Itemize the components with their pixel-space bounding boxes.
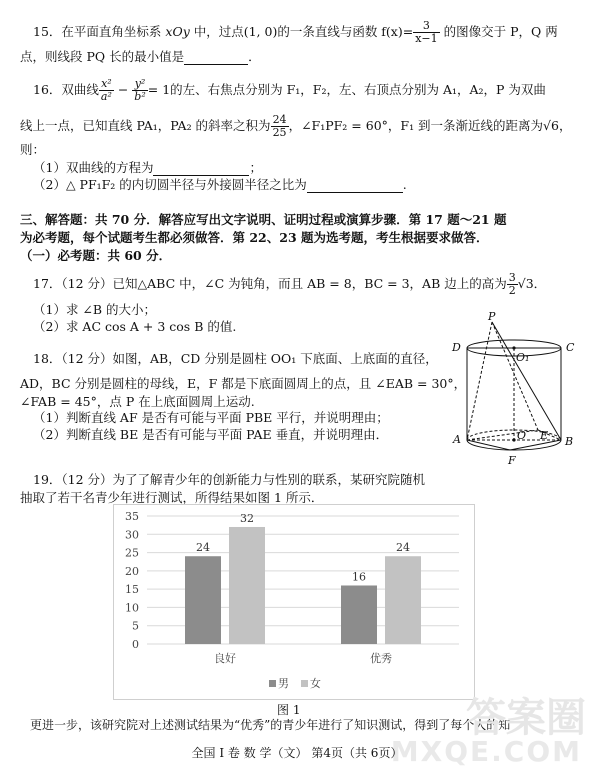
y-tick-label: 35 [125,510,139,523]
bar-value-label: 32 [240,511,254,525]
bar [185,556,221,644]
q16-frac-x [99,78,114,103]
q16-frac-y [132,78,147,103]
label-F: F [508,454,516,467]
x-category-label: 优秀 [370,652,392,665]
y-tick-label: 10 [125,601,139,615]
q15-var: xOy [165,24,190,39]
q16-a2: a² [100,90,112,103]
q18-line3: ∠FAB = 45°，点 P 在上底面圆周上运动. [20,394,255,409]
q16-line2 [20,114,571,139]
q17-sub2: （2）求 AC cos A + 3 cos B 的值. [33,319,237,334]
q16-sub2 [33,176,407,193]
q15-text-e: ． [248,49,261,64]
q17-frac-h [507,272,518,297]
q17-sub1: （1）求 ∠B 的大小； [33,302,157,317]
point-O1 [512,346,515,349]
q16-answer-blank-2[interactable] [307,176,403,193]
q18-line1: 18．（12 分）如图，AB，CD 分别是圆柱 OO₁ 下底面、上底面的直径， [33,351,438,366]
q18-sub1: （1）判断直线 AF 是否有可能与平面 PBE 平行，并说明理由； [33,410,389,425]
q16-sub1-text: （1）双曲线的方程为 [33,160,154,175]
q16-y2: y² [132,78,147,91]
q15-fraction [413,20,439,45]
q16-line3: 则： [20,142,46,157]
label-O1: O₁ [516,351,530,364]
q16-text-a: 16．双曲线 [33,82,99,97]
q15-answer-blank[interactable] [184,48,248,65]
q17-h-num: 3 [508,271,516,284]
q16-sub2-end: . [402,177,407,192]
segment-PA [467,322,492,440]
q15-line2 [20,48,261,65]
bar-value-label: 16 [352,570,366,584]
legend-swatch [301,680,308,687]
y-tick-label: 15 [125,583,139,597]
q16-frac-k [271,114,289,139]
bar-value-label: 24 [196,541,210,555]
label-O: O [517,429,527,442]
q16-line1: 16．双曲线 $\frac{\text{x²}}{\text{a²}}$ − $\frac{\text{y²}}{\text{b²}}$ = 1的左、右焦点分别为 F₁，F₂，左、右顶点分别为 A₁，A₂，P 为双曲 [33,77,546,103]
segment-PB [492,322,561,440]
section3-heading-line1: 三、解答题：共 70 分．解答应写出文字说明、证明过程或演算步骤．第 17 题～21 题 [20,212,507,227]
q15-text-b: 中，过点(1, 0)的一条直线与函数 f(x)= [189,24,414,39]
q16-sub2-text: （2）△ PF₁F₂ 的内切圆半径与外接圆半径之比为 [33,177,307,192]
watermark-url: MXQE.COM [390,735,582,768]
label-D: D [452,341,461,354]
page-footer: 全国 I 卷 数 学（文） 第4页（共 6页） [191,746,403,760]
bar-value-label: 24 [396,541,410,555]
q16-x2: x² [99,78,114,91]
q16-k-num: 24 [272,113,287,126]
legend-label: 男 [278,677,289,690]
figure-caption: 图 1 [277,703,301,717]
label-P: P [488,312,496,323]
legend-label: 女 [310,677,321,690]
q16-text-d: ，∠F₁PF₂ = 60°，F₁ 到一条渐近线的距离为√6， [288,118,572,133]
q15-text-a: 15．在平面直角坐标系 [33,24,166,39]
q16-sub1-end: ； [249,160,262,175]
bar [341,585,377,644]
section3-heading-line3: （一）必考题：共 60 分． [20,248,172,263]
section3-heading-line2: 为必考题，每个试题考生都必须做答．第 22、23 题为选考题，考生根据要求做答． [20,230,489,245]
q17-line1 [33,272,546,297]
y-tick-label: 0 [132,638,139,651]
x-category-label: 良好 [214,652,236,665]
q16-b2: b² [134,90,146,103]
y-tick-label: 5 [132,619,139,633]
q16-text-b: = 1的左、右焦点分别为 F₁，F₂，左、右顶点分别为 A₁，A₂，P 为双曲 [147,82,546,97]
q15-frac-den: x−1 [415,32,438,45]
q16-text-c: 线上一点，已知直线 PA₁，PA₂ 的斜率之积为 [20,118,271,133]
q15-line1 [33,20,558,45]
y-tick-label: 25 [125,546,139,560]
bar [229,527,265,644]
q15-text-c: 的图像交于 P，Q 两 [439,24,558,39]
legend-swatch [269,680,276,687]
y-tick-label: 30 [125,528,139,542]
label-E: E [540,429,549,442]
point-O [512,438,515,441]
q19-line2: 抽取了若干名青少年进行测试，所得结果如图 1 所示． [20,490,324,505]
q17-text-b: √3． [517,276,547,291]
q16-sub1 [33,159,262,176]
label-B: B [565,435,574,448]
watermark-logo: 答案圈 [466,695,586,741]
segment-AE [467,430,538,440]
q16-answer-blank-1[interactable] [153,159,249,176]
bar [385,556,421,644]
y-tick-label: 20 [125,564,139,578]
segment-PE [492,322,538,430]
label-A: A [453,433,461,446]
q16-k-den: 25 [272,126,287,139]
q19-line1: 19．（12 分）为了了解青少年的创新能力与性别的联系，某研究院随机 [33,472,426,487]
q17-h-den: 2 [508,284,516,297]
q19-continue: 更进一步，该研究院对上述测试结果为“优秀”的青少年进行了知识测试，得到了每个人的知 [30,718,511,732]
q15-frac-num: 3 [413,20,439,33]
q17-text-a: 17．（12 分）已知△ABC 中，∠C 为钝角，而且 AB = 8，BC = 3，AB 边上的高为 [33,276,507,291]
bar-chart [113,504,475,700]
cylinder-figure [448,312,588,482]
q15-text-d: 点，则线段 PQ 长的最小值是 [20,49,185,64]
q18-line2: AD，BC 分别是圆柱的母线，E，F 都是下底面圆周上的点，且 ∠EAB = 30°， [20,376,467,391]
q18-sub2: （2）判断直线 BE 是否有可能与平面 PAE 垂直，并说明理由． [33,427,389,442]
label-C: C [566,341,575,354]
